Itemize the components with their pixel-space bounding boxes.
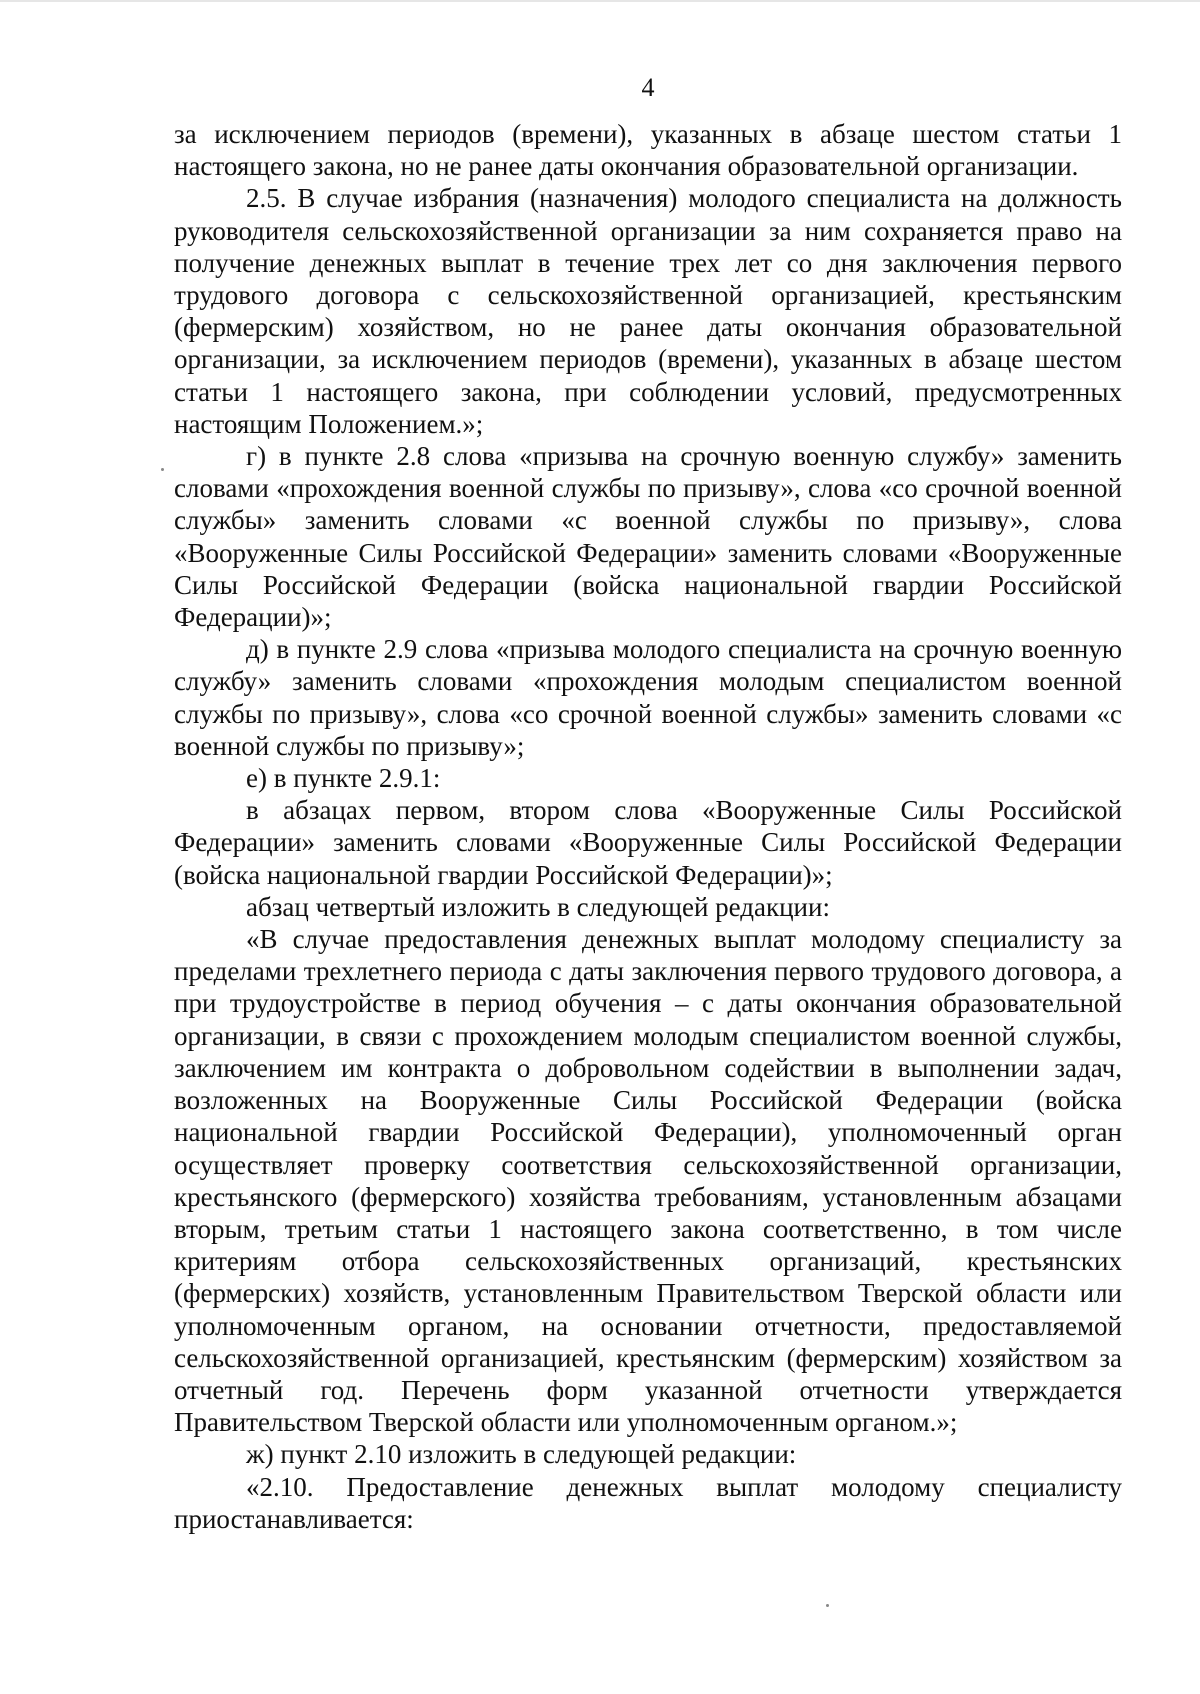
paragraph-item-zh: ж) пункт 2.10 изложить в следующей редакции:: [246, 1439, 797, 1470]
paragraph-clause-2-5: 2.5. В случае избрания (назначения) молодого специалиста на должность руководителя сельскохозяйственной организации за ним сохраняется право на получение денежных выплат в течение трех лет со дня заключения первого трудового договора с сельскохозяйственной организацией, крестьянским (фермерским) хозяйством, но не ранее даты окончания образовательной организации, за исключением периодов (времени), указанных в абзаце шестом статьи 1 настоящего закона, при соблюдении условий, предусмотренных настоящим Положением.»;: [174, 183, 1122, 439]
scan-speck: [826, 1604, 829, 1607]
scan-speck: [161, 468, 164, 471]
paragraph-item-e-fourth-text: «В случае предоставления денежных выплат молодому специалисту за пределами трехлетнего периода с даты заключения первого трудового договора, а при трудоустройстве в период обучения – с даты окончания образовательной организации, в связи с прохождением молодым специалистом военной службы, заключением им контракта о добровольном содействии в выполнении задач, возложенных на Вооруженные Силы Российской Федерации (войска национальной гвардии Российской Федерации), уполномоченный орган осуществляет проверку соответствия сельскохозяйственной организации, крестьянского (фермерского) хозяйства требованиям, установленным абзацами вторым, третьим статьи 1 настоящего закона соответственно, в том числе критериям отбора сельскохозяйственных организаций, крестьянских (фермерских) хозяйств, установленным Правительством Тверской области или уполномоченным органом, на основании отчетности, предоставляемой сельскохозяйственной организацией, крестьянским (фермерским) хозяйством за отчетный год. Перечень форм указанной отчетности утверждается Правительством Тверской области или уполномоченным органом.»;: [174, 924, 1122, 1438]
page-number: 4: [641, 73, 655, 102]
paragraph-item-e-fourth-intro: абзац четвертый изложить в следующей редакции:: [246, 891, 830, 922]
paragraph-item-d: д) в пункте 2.9 слова «призыва молодого специалиста на срочную военную службу» заменить словами «прохождения молодым специалистом военной службы по призыву», слова «со срочной военной службы» заменить словами «с военной службы по призыву»;: [174, 634, 1122, 761]
scan-top-edge: [0, 0, 1200, 2]
document-body: [174, 118, 1122, 1535]
paragraph-item-e: е) в пункте 2.9.1:: [246, 763, 441, 794]
paragraph-item-g: г) в пункте 2.8 слова «призыва на срочную военную службу» заменить словами «прохождения военной службы по призыву», слова «со срочной военной службы» заменить словами «с военной службы по призыву», слова «Вооруженные Силы Российской Федерации» заменить словами «Вооруженные Силы Российской Федерации (войска национальной гвардии Российской Федерации)»;: [174, 441, 1122, 633]
paragraph-continuation: за исключением периодов (времени), указанных в абзаце шестом статьи 1 настоящего закона, но не ранее даты окончания образовательной организации.: [174, 119, 1122, 182]
paragraph-item-e-first-second: в абзацах первом, втором слова «Вооруженные Силы Российской Федерации» заменить словами «Вооруженные Силы Российской Федерации (войска национальной гвардии Российской Федерации)»;: [174, 795, 1122, 890]
paragraph-clause-2-10: «2.10. Предоставление денежных выплат молодому специалисту приостанавливается:: [174, 1471, 1122, 1534]
